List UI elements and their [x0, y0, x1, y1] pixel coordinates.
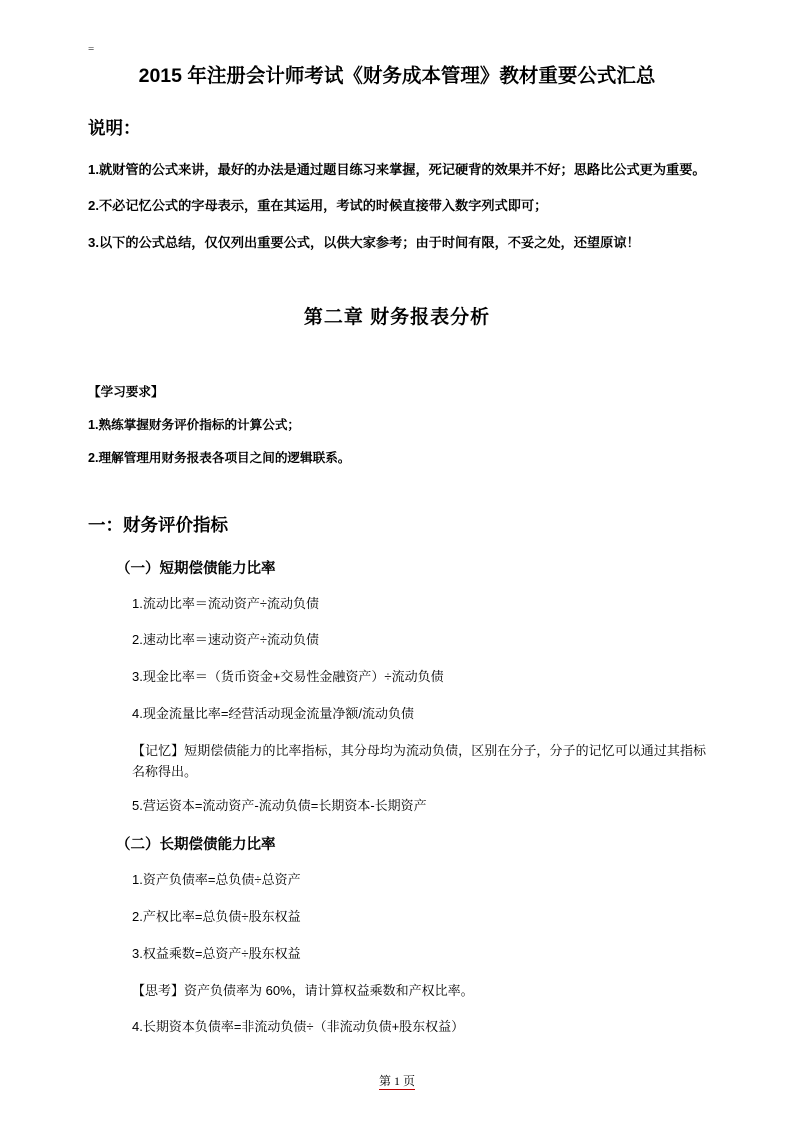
formula-item: 2.产权比率=总负债÷股东权益 — [132, 909, 301, 924]
subsection-one-heading: （一）短期偿债能力比率 — [116, 560, 276, 577]
section-one-heading: 一：财务评价指标 — [88, 514, 228, 535]
formula-item: 1.资产负债率=总负债÷总资产 — [132, 872, 301, 888]
formula-item: 2.速动比率＝速动资产÷流动负债 — [132, 632, 319, 648]
formula-item: 5.营运资本=流动资产-流动负债=长期资本-长期资产 — [132, 798, 427, 814]
explanation-item-3: 3.以下的公式总结，仅仅列出重要公式，以供大家参考；由于时间有限，不妥之处，还望原谅！ — [88, 234, 640, 250]
study-requirement-item-1: 1.熟练掌握财务评价指标的计算公式； — [88, 417, 301, 432]
explanation-item-1: 1.就财管的公式来讲，最好的办法是通过题目练习来掌握，死记硬背的效果并不好；思路比公式更为重要。 — [88, 162, 706, 178]
page-number: 第 1 页 — [378, 1074, 415, 1088]
explanation-heading: 说明： — [88, 118, 141, 139]
explanation-item-2: 2.不必记忆公式的字母表示，重在其运用，考试的时候直接带入数字列式即可； — [88, 198, 548, 214]
formula-item: 4.长期资本负债率=非流动负债÷（非流动负债+股东权益） — [132, 1019, 465, 1035]
think-note: 【思考】资产负债率为 60%，请计算权益乘数和产权比率。 — [132, 982, 474, 998]
study-requirement-item-2: 2.理解管理用财务报表各项目之间的逻辑联系。 — [88, 450, 351, 465]
page-title: 2015 年注册会计师考试《财务成本管理》教材重要公式汇总 — [138, 65, 656, 87]
top-mark: = — [88, 43, 96, 55]
formula-item: 3.现金比率＝（货币资金+交易性金融资产）÷流动负债 — [132, 669, 444, 685]
formula-item: 1.流动比率＝流动资产÷流动负债 — [132, 595, 319, 611]
page-footer — [0, 1072, 794, 1089]
chapter-title: 第二章 财务报表分析 — [303, 306, 491, 328]
study-requirement-heading: 【学习要求】 — [88, 384, 164, 399]
subsection-two-heading: （二）长期偿债能力比率 — [116, 837, 276, 854]
formula-item: 4.现金流量比率=经营活动现金流量净额/流动负债 — [132, 706, 415, 722]
formula-item: 3.权益乘数=总资产÷股东权益 — [132, 945, 301, 961]
memory-note: 【记忆】短期偿债能力的比率指标，其分母均为流动负债，区别在分子，分子的记忆可以通过其指标名称得出。 — [132, 742, 706, 779]
